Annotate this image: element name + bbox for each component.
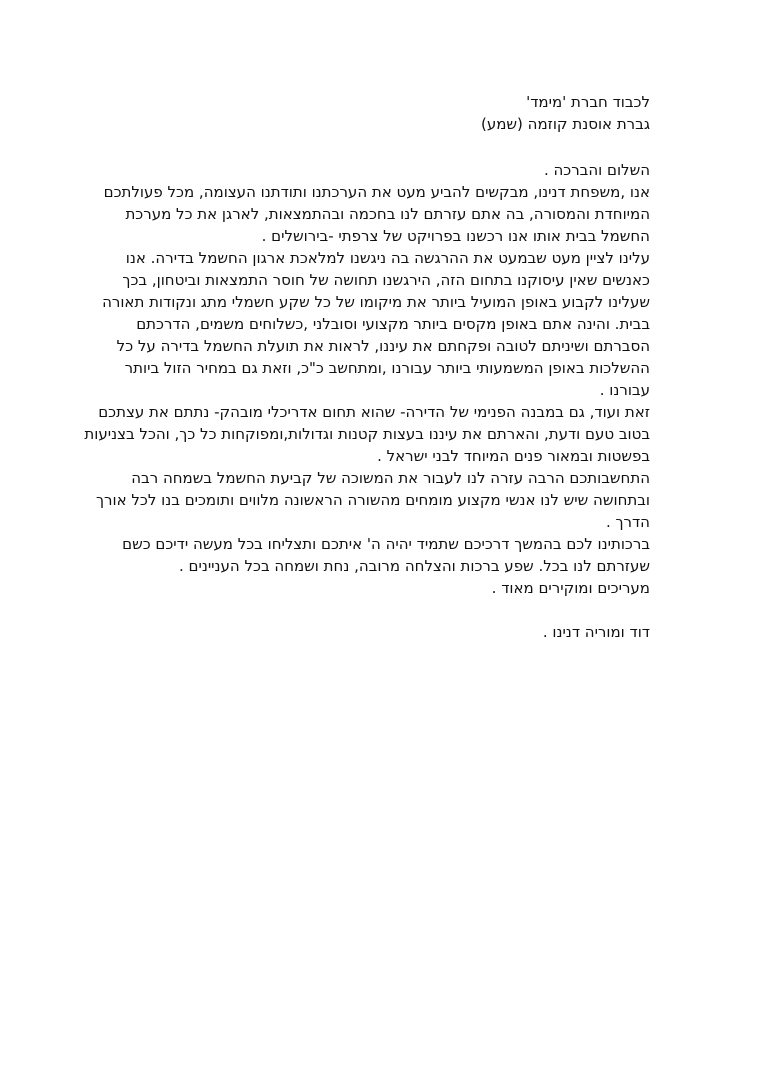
paragraph-line: אנו ,משפחת דנינו, מבקשים להביע מעט את הערכתנו ותודתנו העצומה, מכל פעולתכם (103, 183, 650, 201)
paragraph-line: שעזרתם לנו בכל. שפע ברכות והצלחה מרובה, נחת ושמחה בכל העניינים . (178, 557, 650, 575)
paragraph-line: התחשבותכם הרבה עזרה לנו לעבור את המשוכה של קביעת החשמל בשמחה רבה (131, 469, 650, 487)
paragraph-line: הסברתם ושיניתם לטובה ופקחתם את עיננו, לראות את תועלת החשמל בדירה על כל (116, 337, 650, 355)
paragraph-line: שעלינו לקבוע באופן המועיל ביותר את מיקומו של כל שקע חשמלי מתג ונקודות תאורה (102, 293, 650, 311)
paragraph-line: ובתחושה שיש לנו אנשי מקצוע מומחים מהשורה הראשונה מלווים ותומכים בנו לכל אורך (96, 491, 650, 509)
paragraph-line: זאת ועוד, גם במבנה הפנימי של הדירה- שהוא תחום אדריכלי מובהק- נתתם את עצתכם (98, 403, 650, 421)
paragraph-line: בטוב טעם ודעת, והארתם את עיננו בעצות קטנות וגדולות,ומפוקחות כל כך, והכל בצניעות (84, 425, 650, 443)
greeting-line: השלום והברכה . (543, 161, 650, 179)
signature-line: דוד ומוריה דנינו . (542, 623, 650, 641)
paragraph-line: כאנשים שאין עיסוקנו בתחום הזה, הירגשנו תחושה של חוסר התמצאות וביטחון, בכך (122, 271, 650, 289)
recipient-name-line: גברת אוסנת קוזמה (שמע) (480, 115, 650, 133)
paragraph-line: בבית. והינה אתם באופן מקסים ביותר מקצועי וסובלני ,כשלוחים משמים, הדרכתם (136, 315, 650, 333)
paragraph-line: המיוחדת והמסורה, בה אתם עזרתם לנו בחכמה ובהתמצאות, לארגן את כל מערכת (125, 205, 650, 223)
paragraph-line: החשמל בבית אותו אנו רכשנו בפרויקט של צרפתי -בירושלים . (261, 227, 650, 245)
paragraph-line: בפשטות ובמאור פנים המיוחד לבני ישראל . (377, 447, 650, 465)
paragraph-line: הדרך . (605, 513, 650, 531)
closing-line: מעריכים ומוקירים מאוד . (491, 579, 650, 597)
paragraph-line: עלינו לציין מעט שבמעט את ההרגשה בה ניגשנו למלאכת ארגון החשמל בדירה. אנו (125, 249, 650, 267)
paragraph-line: ההשלכות באופן המשמעותי ביותר עבורנו ,ומתחשב כ"כ, וזאת גם במחיר הזול ביותר (124, 359, 650, 377)
paragraph-line: עבורנו . (599, 381, 650, 399)
recipient-company-line: לכבוד חברת 'מימד' (526, 93, 650, 111)
paragraph-line: ברכותינו לכם בהמשך דרכיכם שתמיד יהיה ה' איתכם ותצליחו בכל מעשה ידיכם כשם (122, 535, 650, 553)
